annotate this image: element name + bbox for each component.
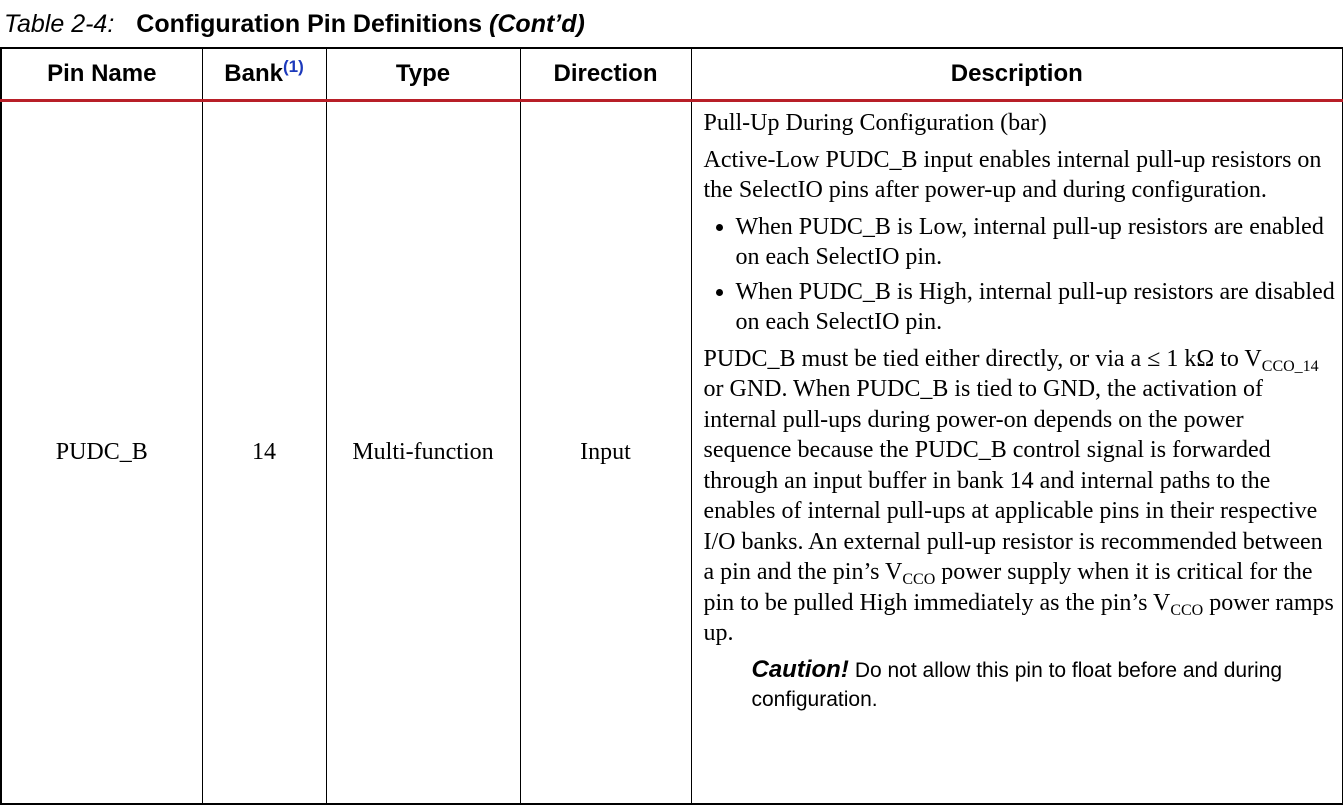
desc-bullet-high: • When PUDC_B is High, internal pull-up resistors are disabled on each SelectIO pin. — [736, 277, 1337, 338]
vcco-subscript-2: CCO — [1170, 601, 1204, 619]
header-type: Type — [326, 48, 520, 101]
caution-text: Do not allow this pin to float before and during configuration. — [751, 658, 1283, 711]
desc-paragraph — [704, 344, 1337, 649]
desc-bullet-low: • When PUDC_B is Low, internal pull-up resistors are enabled on each SelectIO pin. — [736, 212, 1337, 273]
caution-note — [752, 655, 1337, 714]
desc-para-text-1: PUDC_B must be tied either directly, or via a ≤ 1 kΩ to V — [703, 345, 1262, 372]
header-direction: Direction — [520, 48, 691, 101]
desc-bullet-list — [704, 212, 1337, 338]
bank-footnote-link[interactable]: (1) — [282, 57, 304, 76]
header-bank — [202, 48, 326, 101]
cell-type: Multi-function — [326, 101, 520, 804]
caution-label: Caution! — [751, 655, 849, 683]
desc-intro: Active-Low PUDC_B input enables internal pull-up resistors on the SelectIO pins after power-up and during configuration. — [703, 146, 1322, 203]
header-bank-label: Bank — [224, 60, 283, 87]
cell-description — [691, 101, 1343, 804]
table-number: Table 2-4: — [4, 10, 115, 38]
table-title: Configuration Pin Definitions — [136, 10, 483, 38]
vcco14-subscript: CCO_14 — [1261, 357, 1319, 375]
vcco-subscript: CCO — [902, 571, 936, 588]
cell-pin-name: PUDC_B — [1, 101, 202, 804]
table-continued: (Cont’d) — [489, 10, 585, 38]
header-row — [1, 48, 1343, 101]
config-pin-table — [0, 47, 1343, 805]
header-pin-name: Pin Name — [1, 48, 202, 101]
cell-bank: 14 — [202, 101, 326, 804]
cell-direction: Input — [520, 101, 691, 804]
desc-heading: Pull-Up During Configuration (bar) — [703, 110, 1047, 136]
table-caption — [4, 10, 585, 42]
desc-para-text-3: power supply when it is critical for the pin to be pulled High immediately as the pin’s V — [703, 559, 1313, 616]
table-row — [1, 101, 1343, 804]
header-description: Description — [691, 48, 1343, 101]
desc-para-text-4: power ramps up. — [703, 589, 1334, 646]
desc-para-text-2: or GND. When PUDC_B is tied to GND, the activation of internal pull-ups during power-on depends on the power sequence because the PUDC_B control signal is forwarded through an input buffer in bank 14 and internal paths to the enables of internal pull-ups at applicable pins in their respective I/O banks. An external pull-up resistor is recommended between a pin and the pin’s V — [703, 376, 1323, 585]
